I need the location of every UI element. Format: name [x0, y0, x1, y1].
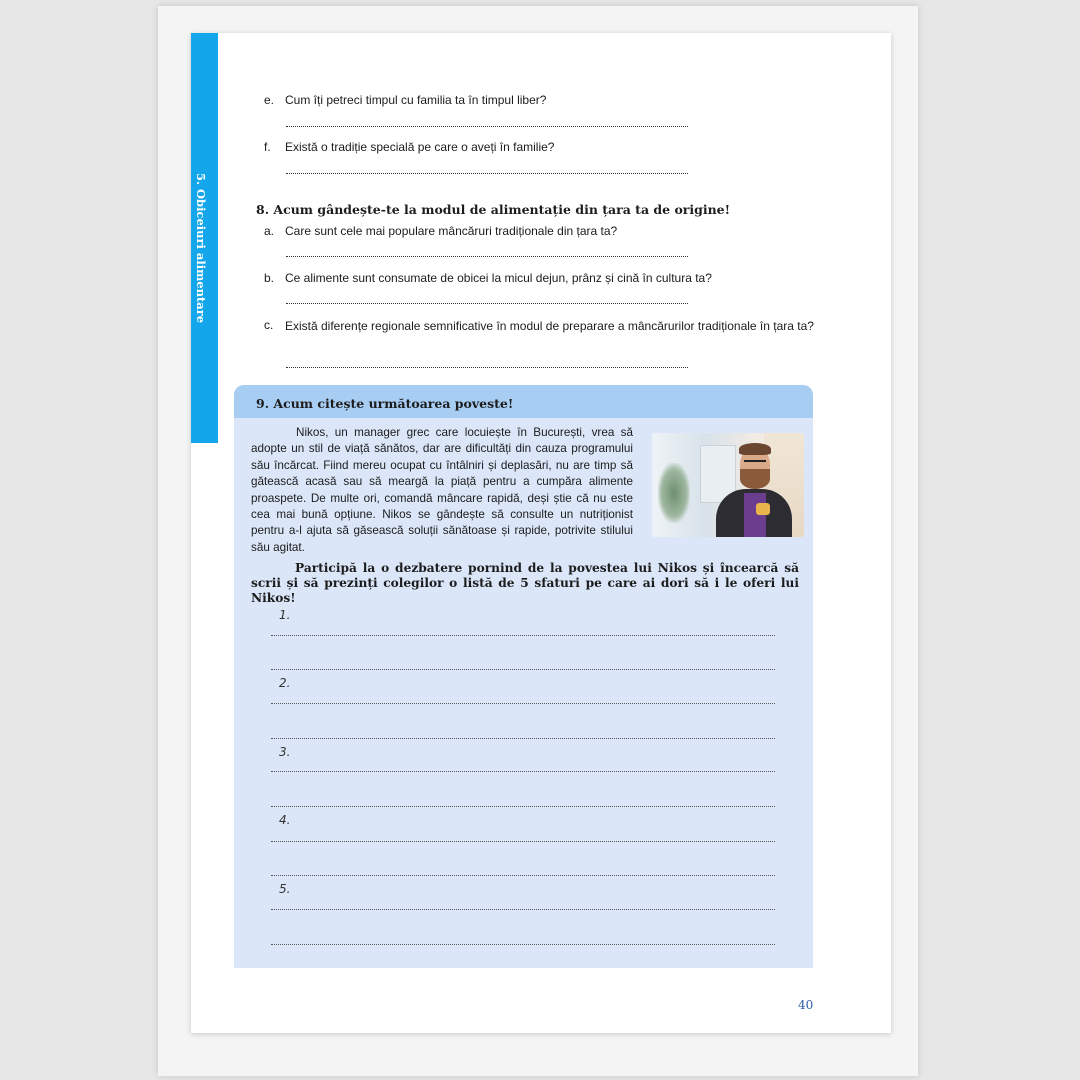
- question-text: Care sunt cele mai populare mâncăruri tradiționale din țara ta?: [285, 224, 618, 238]
- question-8b: [264, 271, 824, 287]
- story-paragraph: Nikos, un manager grec care locuiește în București, vrea să adopte un stil de viață sănătos, dar are dificultăți din cauza programului său încărcat. Fiind mereu ocupat cu întâlniri și deplasări, nu are timp să gătească acasă sau să meargă la piață pentru a cumpăra alimente proaspete. De multe ori, comandă mâncare rapidă, deși știe că nu este cea mai bună opțiune. Nikos se gândește să consulte un nutriționist pentru a-l ajuta să găsească soluții sănătoase și rapide, potrivite stilului său agitat.: [251, 426, 633, 554]
- answer-line[interactable]: [271, 703, 775, 704]
- question-letter: a.: [264, 224, 275, 238]
- answer-line[interactable]: [271, 841, 775, 842]
- answer-line[interactable]: [271, 909, 775, 910]
- answer-line[interactable]: [271, 635, 775, 636]
- answer-line[interactable]: [286, 367, 688, 368]
- answer-line[interactable]: [286, 173, 688, 174]
- answer-line[interactable]: [271, 806, 775, 807]
- story-text: [251, 425, 633, 556]
- question-e: [264, 93, 824, 109]
- nikos-photo: [652, 433, 804, 537]
- question-9-heading: 9. Acum citește următoarea poveste!: [256, 396, 514, 411]
- chapter-side-tab: [191, 33, 218, 443]
- answer-line[interactable]: [286, 256, 688, 257]
- answer-line[interactable]: [271, 669, 775, 670]
- answer-line[interactable]: [286, 303, 688, 304]
- page-number: 40: [798, 998, 814, 1012]
- question-text: Ce alimente sunt consumate de obicei la micul dejun, prânz și cină în cultura ta?: [285, 271, 712, 285]
- question-8c: [264, 318, 814, 352]
- list-number-5: 5.: [279, 882, 291, 896]
- story-box: [234, 385, 813, 968]
- question-letter: f.: [264, 140, 271, 154]
- answer-line[interactable]: [271, 875, 775, 876]
- question-f: [264, 140, 824, 156]
- question-text: Există o tradiție specială pe care o aveți în familie?: [285, 140, 555, 154]
- question-8-heading: 8. Acum gândește-te la modul de alimentație din țara ta de origine!: [256, 202, 731, 217]
- question-letter: e.: [264, 93, 275, 107]
- list-number-1: 1.: [279, 608, 291, 622]
- answer-line[interactable]: [286, 126, 688, 127]
- answer-line[interactable]: [271, 738, 775, 739]
- list-number-4: 4.: [279, 813, 291, 827]
- question-text: Cum îți petreci timpul cu familia ta în timpul liber?: [285, 93, 547, 107]
- list-number-2: 2.: [279, 676, 291, 690]
- list-number-3: 3.: [279, 745, 291, 759]
- question-letter: c.: [264, 318, 274, 332]
- document-page: [191, 33, 891, 1033]
- question-8a: [264, 224, 824, 240]
- task-text: Participă la o dezbatere pornind de la povestea lui Nikos și încearcă să scrii și să prezinți colegilor o listă de 5 sfaturi pe care ai dori să i le oferi lui Nikos!: [251, 561, 799, 605]
- story-box-header: [234, 385, 813, 418]
- chapter-tab-label: 5. Obiceiuri alimentare: [194, 173, 208, 324]
- answer-line[interactable]: [271, 771, 775, 772]
- question-text: Există diferențe regionale semnificative în modul de preparare a mâncărurilor tradiționale în țara ta?: [285, 319, 814, 333]
- task-instruction: [251, 561, 799, 606]
- question-letter: b.: [264, 271, 275, 285]
- answer-line[interactable]: [271, 944, 775, 945]
